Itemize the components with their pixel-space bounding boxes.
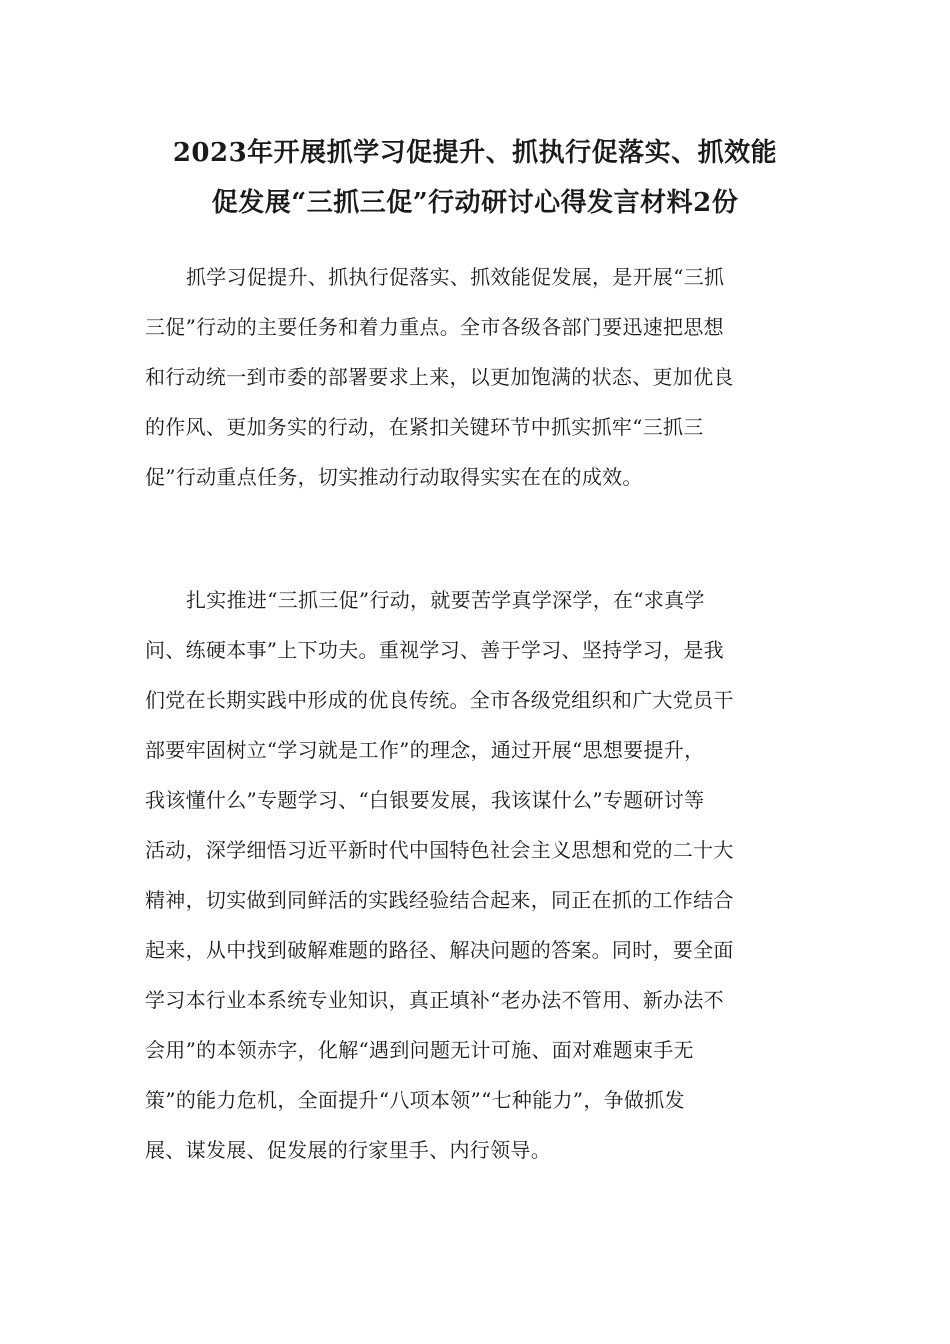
- paragraph-line: 展、谋发展、促发展的行家里手、内行领导。: [145, 1138, 551, 1162]
- title-line-1: 2023年开展抓学习促提升、抓执行促落实、抓效能: [172, 138, 778, 168]
- paragraph-line: 扎实推进“三抓三促”行动，就要苦学真学深学，在“求真学: [186, 588, 705, 612]
- paragraph-line: 抓学习促提升、抓执行促落实、抓效能促发展，是开展“三抓: [186, 265, 725, 289]
- title-line-2: 促发展“三抓三促”行动研讨心得发言材料2份: [211, 188, 739, 218]
- paragraph-line: 促”行动重点任务，切实推动行动取得实实在在的成效。: [145, 465, 643, 489]
- paragraph-line: 活动，深学细悟习近平新时代中国特色社会主义思想和党的二十大: [145, 838, 734, 862]
- paragraph-line: 起来，从中找到破解难题的路径、解决问题的答案。同时，要全面: [145, 938, 734, 962]
- paragraph-line: 精神，切实做到同鲜活的实践经验结合起来，同正在抓的工作结合: [145, 888, 734, 912]
- paragraph-1: [145, 252, 805, 502]
- paragraph-line: 们党在长期实践中形成的优良传统。全市各级党组织和广大党员干: [145, 688, 734, 712]
- paragraph-line: 策”的能力危机，全面提升“八项本领”“七种能力”，争做抓发: [145, 1088, 685, 1112]
- paragraph-line: 学习本行业本系统专业知识，真正填补“老办法不管用、新办法不: [145, 988, 724, 1012]
- document-title: [140, 128, 810, 228]
- paragraph-line: 三促”行动的主要任务和着力重点。全市各级各部门要迅速把思想: [145, 315, 724, 339]
- paragraph-line: 会用”的本领赤字，化解“遇到问题无计可施、面对难题束手无: [145, 1038, 694, 1062]
- paragraph-line: 和行动统一到市委的部署要求上来，以更加饱满的状态、更加优良: [145, 365, 734, 389]
- paragraph-line: 问、练硬本事”上下功夫。重视学习、善于学习、坚持学习，是我: [145, 638, 724, 662]
- paragraph-line: 我该懂什么”专题学习、“白银要发展，我该谋什么”专题研讨等: [145, 788, 705, 812]
- paragraph-line: 部要牢固树立“学习就是工作”的理念，通过开展“思想要提升，: [145, 738, 705, 762]
- paragraph-line: 的作风、更加务实的行动，在紧扣关键环节中抓实抓牢“三抓三: [145, 415, 704, 439]
- paragraph-2: [145, 575, 805, 1175]
